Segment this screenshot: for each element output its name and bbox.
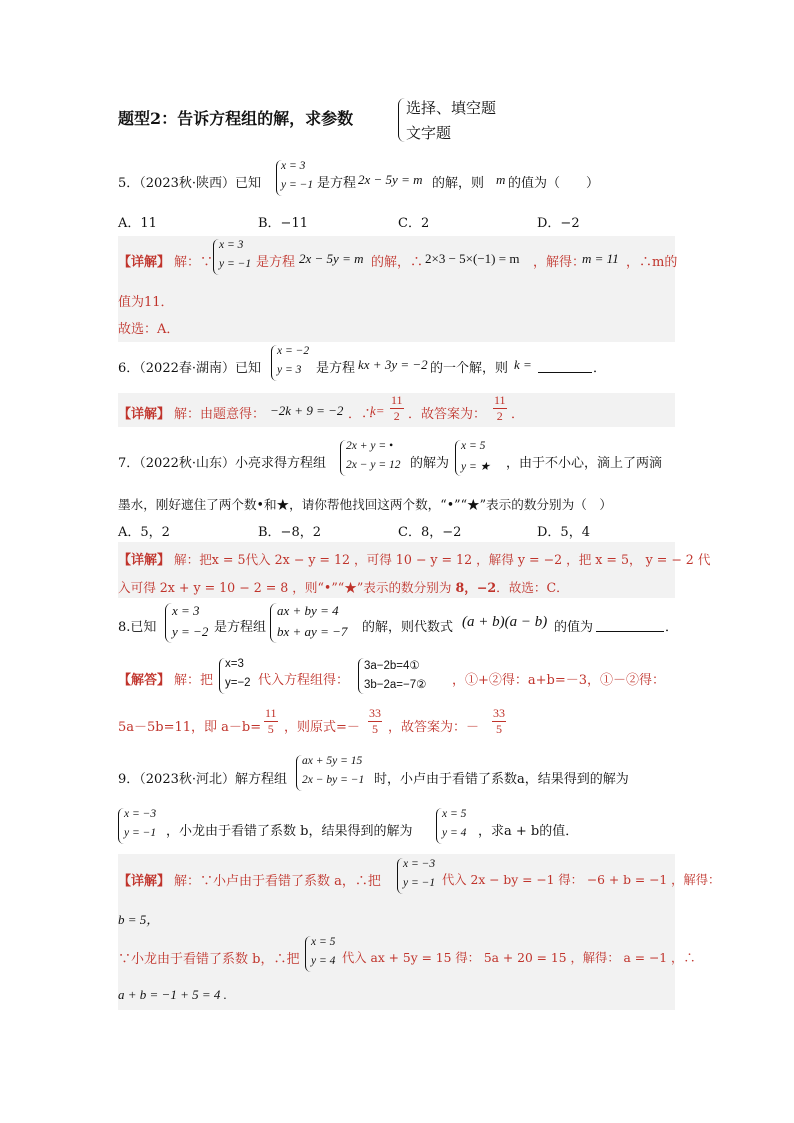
text: 5a－5b=11，即 a－b= xyxy=(118,720,262,735)
fraction xyxy=(492,706,506,737)
question-6-prefix: 6．（2022春·湖南）已知 xyxy=(118,361,261,376)
solution-tag: 【解答】 xyxy=(118,673,171,688)
text: 的值为（ ） xyxy=(508,176,600,191)
text: 是方程 xyxy=(317,176,357,191)
text: 解：∵小卢由于看错了系数 a，∴把 xyxy=(174,874,381,889)
solution-tag: 【详解】 xyxy=(118,553,171,568)
system-line: y = −1 xyxy=(403,877,436,889)
text: 入可得 2x + y = 10 − 2 = 8 ，则“•”“★”表示的数分别为 xyxy=(118,580,456,595)
solution-tag: 【详解】 xyxy=(118,255,171,270)
text: 解：把 xyxy=(174,673,214,688)
system-line: x = 3 xyxy=(281,160,306,172)
system-line: 2x − y = 12 xyxy=(346,459,401,471)
system-line: bx + ay = −7 xyxy=(277,624,348,639)
text: 是方程组 xyxy=(214,620,267,635)
equation: 2×3 − 5×(−1) = m xyxy=(425,251,520,266)
text: 代入方程组得： xyxy=(258,673,350,688)
option-d: D．5，4 xyxy=(537,525,590,540)
system-line: x = 3 xyxy=(172,603,200,618)
option-b: B．−8，2 xyxy=(258,525,321,540)
text: 解：由题意得： xyxy=(174,407,266,422)
equation: b = 5， xyxy=(118,912,160,927)
text: ，故答案为：－ xyxy=(388,720,480,735)
equation: m = 11 xyxy=(582,251,619,266)
equation: kx + 3y = −2 xyxy=(358,357,428,372)
text: 值为11． xyxy=(118,295,174,310)
system-line: y=−2 xyxy=(225,677,251,689)
system-line: 2x + y = • xyxy=(346,440,394,452)
fraction xyxy=(368,706,382,737)
option-b: B．−11 xyxy=(258,216,308,231)
text: 的解，∴ xyxy=(371,255,424,270)
option-c: C．8，−2 xyxy=(398,525,462,540)
question-7-prefix: 7．（2022秋·山东）小亮求得方程组 xyxy=(118,456,326,471)
system-line: x = 5 xyxy=(461,440,486,452)
section-title: 题型2：告诉方程组的解，求参数 xyxy=(118,109,354,128)
answer: 8，−2 xyxy=(455,580,497,595)
system-line: x = 5 xyxy=(442,808,467,820)
text: ．故选：C． xyxy=(496,580,569,595)
text: 是方程 xyxy=(316,361,356,376)
text: 的解，则 xyxy=(432,176,485,191)
text: ．故答案为： xyxy=(408,407,487,422)
text: 时，小卢由于看错了系数a，结果得到的解为 xyxy=(374,772,629,787)
text: 的一个解，则 xyxy=(430,361,509,376)
answer-blank[interactable] xyxy=(538,371,592,373)
system-line: x = 3 xyxy=(219,239,244,251)
text: 代入 ax + 5y = 15 得： 5a + 20 = 15 ，解得： a = −1 ，∴ xyxy=(342,951,696,965)
denominator: 5 xyxy=(496,722,502,736)
text: ，则原式=－ xyxy=(284,720,360,735)
text: 墨水，刚好遮住了两个数•和★，请你帮他找回这两个数，“•”“★”表示的数分别为（ ） xyxy=(118,497,612,512)
brace xyxy=(270,603,277,643)
text: 的解为 xyxy=(410,456,450,471)
expression: (a + b)(a − b) xyxy=(462,614,548,630)
fraction xyxy=(390,393,404,424)
brace xyxy=(398,98,405,142)
answer-blank[interactable] xyxy=(596,630,664,632)
text: ． xyxy=(511,407,525,422)
system-line: y = −1 xyxy=(124,827,157,839)
system-line: 3a−2b=4① xyxy=(364,660,420,672)
solution-tag: 【详解】 xyxy=(118,874,171,889)
system-line: x = 5 xyxy=(311,936,336,948)
variable: k= xyxy=(370,403,385,418)
text: ∵小龙由于看错了系数 b，∴把 xyxy=(118,952,300,967)
system-line: y = 4 xyxy=(311,955,336,967)
text: ． xyxy=(665,620,679,635)
question-9-prefix: 9．（2023秋·河北）解方程组 xyxy=(118,772,287,787)
denominator: 5 xyxy=(267,722,274,736)
denominator: 2 xyxy=(496,409,503,423)
denominator: 5 xyxy=(372,722,378,736)
numerator: 33 xyxy=(493,706,505,720)
system-line: y = 4 xyxy=(442,827,467,839)
text: 代入 2x − by = −1 得： −6 + b = −1 ，解得： xyxy=(442,873,721,887)
fraction xyxy=(264,706,278,737)
solution-tag: 【详解】 xyxy=(118,407,171,422)
text: 解：把x = 5代入 2x − y = 12 ，可得 10 − y = 12 ，解得 y = −2 ，把 x = 5， y = − 2 代 xyxy=(174,552,711,567)
option-d: D．−2 xyxy=(537,216,580,231)
numerator: 11 xyxy=(391,393,403,407)
system-line: ax + by = 4 xyxy=(277,603,339,618)
branch-label: 选择、填空题 xyxy=(406,99,497,117)
text: ．∴ xyxy=(348,407,375,422)
system-line: y = −1 xyxy=(281,179,314,191)
question-8-prefix: 8.已知 xyxy=(118,620,157,635)
text: 解：∵ xyxy=(174,255,214,270)
system-line: ax + 5y = 15 xyxy=(302,755,363,767)
brace xyxy=(165,603,172,643)
text: ，求a + b的值． xyxy=(478,824,579,839)
branch-label: 文字题 xyxy=(406,124,452,142)
text: ，∴m的 xyxy=(626,255,678,270)
system-line: y = ★ xyxy=(461,461,490,473)
system-line: y = −2 xyxy=(172,624,209,639)
option-a: A．5，2 xyxy=(118,525,170,540)
text: ，解得： xyxy=(533,255,586,270)
equation: −2k + 9 = −2 xyxy=(270,403,344,418)
text: ，小龙由于看错了系数 b，结果得到的解为 xyxy=(166,824,413,839)
denominator: 2 xyxy=(393,409,400,423)
text: ． xyxy=(593,361,607,376)
text xyxy=(118,577,569,596)
system-line: y = −1 xyxy=(219,258,252,270)
system-line: 3b−2a=−7② xyxy=(364,679,427,691)
text: ，由于不小心，滴上了两滴 xyxy=(506,456,663,471)
system-line: 2x − by = −1 xyxy=(302,774,365,786)
fraction xyxy=(493,393,507,424)
equation: 2x − 5y = m xyxy=(358,172,423,187)
text: 故选：A． xyxy=(118,322,180,337)
system-line: x=3 xyxy=(225,658,244,670)
equation: a + b = −1 + 5 = 4 . xyxy=(118,987,227,1002)
equation: 2x − 5y = m xyxy=(299,251,364,266)
text: 的解，则代数式 xyxy=(362,620,454,635)
numerator: 11 xyxy=(265,706,277,720)
text: ，①+②得：a+b=－3，①－②得： xyxy=(452,673,666,688)
system-line: x = −3 xyxy=(403,858,436,870)
question-5-prefix: 5．（2023秋·陕西）已知 xyxy=(118,176,261,191)
text: 的值为 xyxy=(554,620,594,635)
system-line: y = 3 xyxy=(277,364,302,376)
text: 是方程 xyxy=(256,255,296,270)
numerator: 33 xyxy=(369,706,381,720)
system-line: x = −2 xyxy=(277,345,310,357)
variable: k = xyxy=(514,357,532,372)
option-a: A．11 xyxy=(118,216,157,231)
system-line: x = −3 xyxy=(124,808,157,820)
numerator: 11 xyxy=(494,393,506,407)
variable: m xyxy=(496,172,506,187)
option-c: C．2 xyxy=(398,216,430,231)
